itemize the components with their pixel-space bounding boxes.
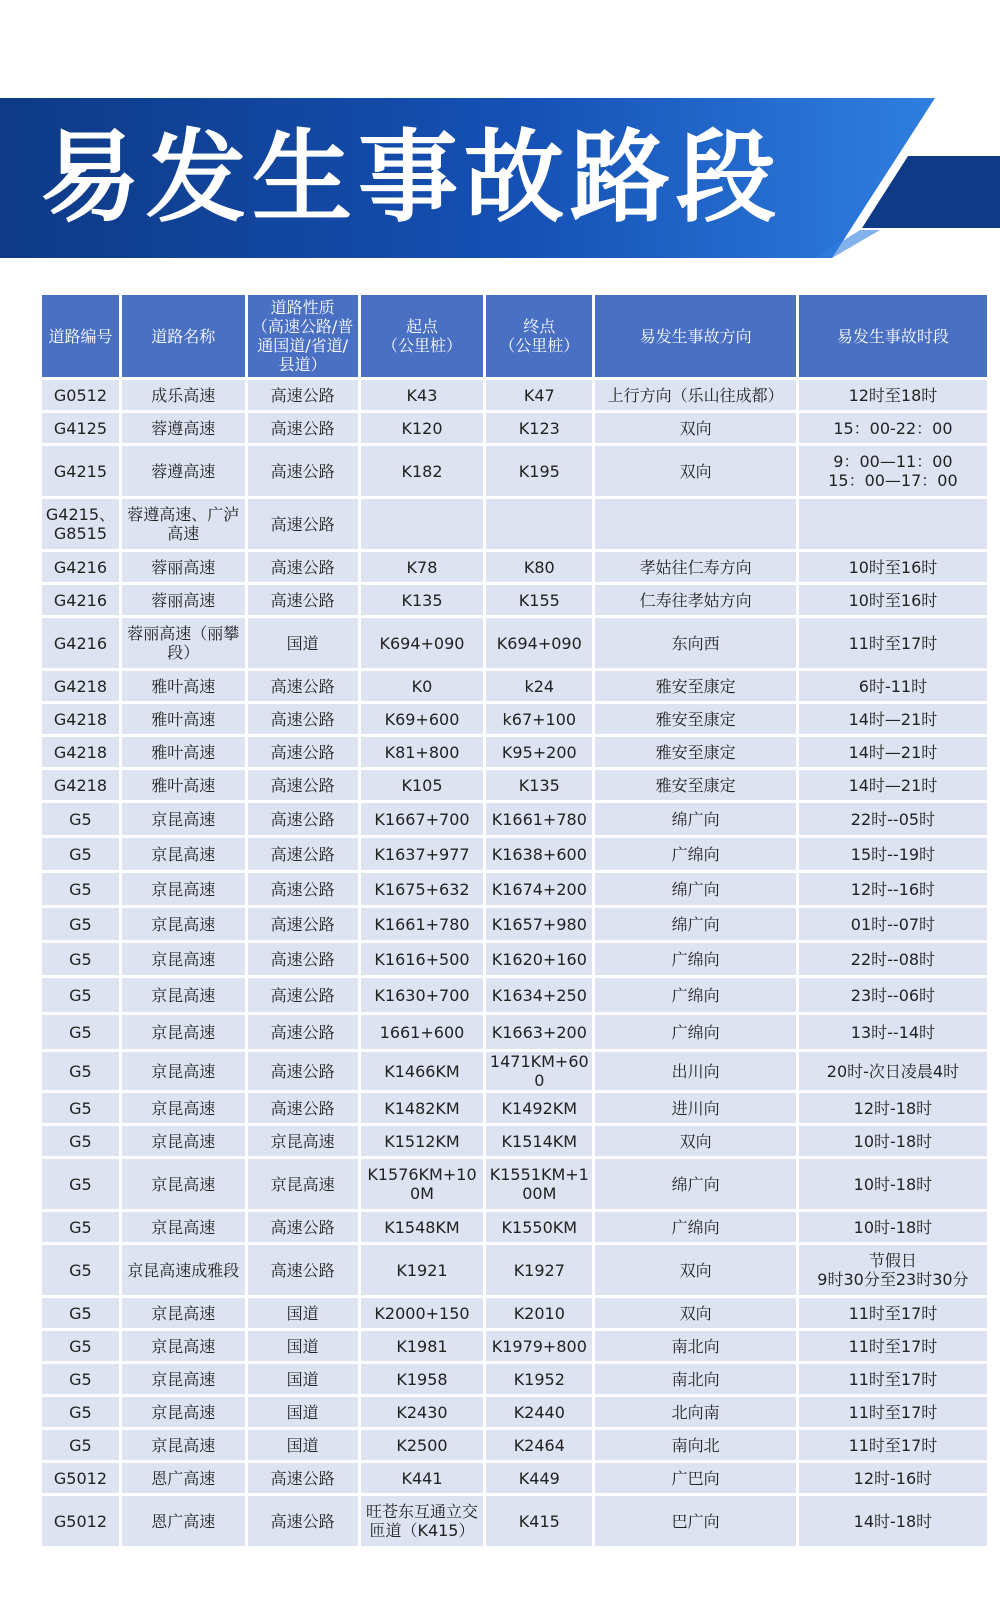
- cell-end-stake: K1550KM: [486, 1212, 592, 1242]
- cell-road-code: G0512: [42, 380, 119, 410]
- table-row: [42, 908, 987, 940]
- cell-accident-time: 11时至17时: [799, 1430, 987, 1460]
- table-row: [42, 978, 987, 1012]
- cell-start-stake: K182: [361, 446, 484, 496]
- cell-road-code: G4218: [42, 671, 119, 701]
- cell-end-stake: K694+090: [486, 618, 592, 668]
- cell-road-type: 高速公路: [248, 1093, 358, 1123]
- cell-start-stake: K441: [361, 1463, 484, 1493]
- cell-road-name: 恩广高速: [122, 1463, 245, 1493]
- table-row: [42, 1496, 987, 1546]
- cell-accident-time: 11时至17时: [799, 1331, 987, 1361]
- cell-road-type: 国道: [248, 1364, 358, 1394]
- cell-road-name: 蓉遵高速: [122, 446, 245, 496]
- cell-accident-time: 12时至18时: [799, 380, 987, 410]
- table-row: [42, 671, 987, 701]
- cell-start-stake: K2500: [361, 1430, 484, 1460]
- cell-start-stake: K1661+780: [361, 908, 484, 940]
- cell-accident-direction: 广绵向: [595, 838, 796, 870]
- cell-road-name: 京昆高速: [122, 908, 245, 940]
- cell-accident-time: 12时-16时: [799, 1463, 987, 1493]
- cell-accident-direction: 巴广向: [595, 1496, 796, 1546]
- cell-start-stake: K1482KM: [361, 1093, 484, 1123]
- cell-road-type: 京昆高速: [248, 1159, 358, 1209]
- cell-accident-direction: 孝姑往仁寿方向: [595, 552, 796, 582]
- cell-end-stake: K80: [486, 552, 592, 582]
- cell-accident-direction: 绵广向: [595, 908, 796, 940]
- cell-road-type: 高速公路: [248, 737, 358, 767]
- cell-road-type: 高速公路: [248, 1052, 358, 1090]
- cell-road-name: 京昆高速: [122, 1052, 245, 1090]
- cell-end-stake: K123: [486, 413, 592, 443]
- cell-accident-direction: 双向: [595, 413, 796, 443]
- cell-accident-time: 22时--08时: [799, 943, 987, 975]
- cell-end-stake: [486, 499, 592, 549]
- cell-road-name: 雅叶高速: [122, 671, 245, 701]
- cell-road-code: G5: [42, 908, 119, 940]
- cell-road-name: 蓉丽高速: [122, 552, 245, 582]
- cell-road-name: 京昆高速: [122, 838, 245, 870]
- cell-road-type: 高速公路: [248, 1245, 358, 1295]
- table-body: [42, 380, 987, 1546]
- cell-accident-direction: 雅安至康定: [595, 704, 796, 734]
- cell-road-name: 京昆高速: [122, 1364, 245, 1394]
- table-row: [42, 770, 987, 800]
- cell-road-name: 雅叶高速: [122, 704, 245, 734]
- table-row: [42, 499, 987, 549]
- cell-road-name: 蓉遵高速、广泸高速: [122, 499, 245, 549]
- cell-start-stake: K69+600: [361, 704, 484, 734]
- cell-end-stake: K1979+800: [486, 1331, 592, 1361]
- cell-road-code: G4125: [42, 413, 119, 443]
- cell-accident-direction: 双向: [595, 1298, 796, 1328]
- cell-accident-time: 10时-18时: [799, 1126, 987, 1156]
- table-row: [42, 704, 987, 734]
- column-header-end-stake: 终点 （公里桩）: [486, 295, 592, 377]
- cell-end-stake: K1638+600: [486, 838, 592, 870]
- cell-accident-time: 11时至17时: [799, 618, 987, 668]
- cell-road-type: 高速公路: [248, 1212, 358, 1242]
- table-row: [42, 413, 987, 443]
- table-row: [42, 1463, 987, 1493]
- cell-accident-time: 9：00—11：00 15：00—17：00: [799, 446, 987, 496]
- column-header-start-stake: 起点 （公里桩）: [361, 295, 484, 377]
- cell-accident-direction: 广绵向: [595, 978, 796, 1012]
- cell-accident-time: 14时-18时: [799, 1496, 987, 1546]
- cell-accident-time: 14时—21时: [799, 737, 987, 767]
- cell-accident-direction: 上行方向（乐山往成都）: [595, 380, 796, 410]
- cell-start-stake: K694+090: [361, 618, 484, 668]
- cell-end-stake: K1514KM: [486, 1126, 592, 1156]
- cell-road-name: 京昆高速: [122, 1298, 245, 1328]
- cell-accident-time: 10时-18时: [799, 1159, 987, 1209]
- table-row: [42, 552, 987, 582]
- cell-road-type: 高速公路: [248, 1463, 358, 1493]
- cell-road-code: G4218: [42, 704, 119, 734]
- table-row: [42, 585, 987, 615]
- cell-end-stake: K1657+980: [486, 908, 592, 940]
- cell-accident-time: 12时--16时: [799, 873, 987, 905]
- cell-accident-direction: 雅安至康定: [595, 737, 796, 767]
- cell-road-code: G5: [42, 873, 119, 905]
- table-row: [42, 838, 987, 870]
- column-header-road-type: 道路性质 （高速公路/普通国道/省道/县道）: [248, 295, 358, 377]
- cell-accident-time: 6时-11时: [799, 671, 987, 701]
- cell-accident-time: 13时--14时: [799, 1015, 987, 1049]
- cell-start-stake: K1630+700: [361, 978, 484, 1012]
- table-row: [42, 1298, 987, 1328]
- cell-accident-direction: 绵广向: [595, 803, 796, 835]
- cell-road-code: G4215、G8515: [42, 499, 119, 549]
- cell-road-type: 高速公路: [248, 943, 358, 975]
- column-header-road-name: 道路名称: [122, 295, 245, 377]
- cell-end-stake: K1492KM: [486, 1093, 592, 1123]
- cell-end-stake: K95+200: [486, 737, 592, 767]
- cell-road-type: 国道: [248, 1430, 358, 1460]
- cell-start-stake: K105: [361, 770, 484, 800]
- cell-start-stake: K43: [361, 380, 484, 410]
- cell-accident-direction: 南向北: [595, 1430, 796, 1460]
- cell-road-name: 京昆高速: [122, 1331, 245, 1361]
- cell-end-stake: K1663+200: [486, 1015, 592, 1049]
- cell-road-type: 高速公路: [248, 552, 358, 582]
- cell-end-stake: K2464: [486, 1430, 592, 1460]
- cell-start-stake: K2000+150: [361, 1298, 484, 1328]
- table-row: [42, 1331, 987, 1361]
- cell-end-stake: K1952: [486, 1364, 592, 1394]
- cell-accident-direction: 南北向: [595, 1331, 796, 1361]
- cell-end-stake: K2440: [486, 1397, 592, 1427]
- table-row: [42, 446, 987, 496]
- cell-road-type: 高速公路: [248, 499, 358, 549]
- cell-road-type: 京昆高速: [248, 1126, 358, 1156]
- cell-road-code: G5: [42, 1331, 119, 1361]
- cell-end-stake: K1661+780: [486, 803, 592, 835]
- cell-road-name: 京昆高速: [122, 1015, 245, 1049]
- cell-road-type: 高速公路: [248, 585, 358, 615]
- cell-end-stake: K135: [486, 770, 592, 800]
- cell-accident-time: 22时--05时: [799, 803, 987, 835]
- cell-accident-direction: 北向南: [595, 1397, 796, 1427]
- table-row: [42, 1159, 987, 1209]
- table-row: [42, 1212, 987, 1242]
- cell-road-type: 国道: [248, 618, 358, 668]
- cell-road-code: G4216: [42, 618, 119, 668]
- cell-start-stake: K1548KM: [361, 1212, 484, 1242]
- cell-accident-direction: 进川向: [595, 1093, 796, 1123]
- cell-accident-direction: 出川向: [595, 1052, 796, 1090]
- cell-end-stake: K1927: [486, 1245, 592, 1295]
- cell-accident-direction: 双向: [595, 1245, 796, 1295]
- cell-road-name: 京昆高速: [122, 1159, 245, 1209]
- cell-accident-time: 10时-18时: [799, 1212, 987, 1242]
- cell-road-name: 京昆高速: [122, 1212, 245, 1242]
- table-row: [42, 1397, 987, 1427]
- cell-accident-time: 01时--07时: [799, 908, 987, 940]
- cell-road-name: 京昆高速成雅段: [122, 1245, 245, 1295]
- cell-road-name: 雅叶高速: [122, 737, 245, 767]
- table-header: [42, 295, 987, 377]
- cell-start-stake: K1675+632: [361, 873, 484, 905]
- cell-road-code: G5012: [42, 1496, 119, 1546]
- cell-road-code: G5: [42, 943, 119, 975]
- cell-start-stake: K1512KM: [361, 1126, 484, 1156]
- cell-road-name: 蓉丽高速（丽攀段）: [122, 618, 245, 668]
- cell-road-name: 京昆高速: [122, 873, 245, 905]
- cell-road-name: 京昆高速: [122, 803, 245, 835]
- cell-start-stake: K120: [361, 413, 484, 443]
- cell-end-stake: K195: [486, 446, 592, 496]
- table-row: [42, 1364, 987, 1394]
- cell-accident-time: 10时至16时: [799, 585, 987, 615]
- cell-start-stake: 旺苍东互通立交匝道（K415）: [361, 1496, 484, 1546]
- cell-accident-time: 14时—21时: [799, 704, 987, 734]
- cell-road-code: G5: [42, 1212, 119, 1242]
- cell-start-stake: K1466KM: [361, 1052, 484, 1090]
- cell-accident-time: [799, 499, 987, 549]
- cell-road-code: G5: [42, 1015, 119, 1049]
- cell-road-code: G5: [42, 1159, 119, 1209]
- cell-accident-direction: [595, 499, 796, 549]
- table-row: [42, 1052, 987, 1090]
- cell-accident-time: 11时至17时: [799, 1298, 987, 1328]
- cell-end-stake: K449: [486, 1463, 592, 1493]
- accident-road-table-container: [42, 292, 990, 1549]
- cell-road-name: 京昆高速: [122, 1397, 245, 1427]
- cell-accident-time: 11时至17时: [799, 1397, 987, 1427]
- cell-end-stake: K1634+250: [486, 978, 592, 1012]
- cell-accident-direction: 双向: [595, 1126, 796, 1156]
- table-row: [42, 737, 987, 767]
- cell-start-stake: K1576KM+100M: [361, 1159, 484, 1209]
- cell-accident-direction: 广绵向: [595, 1015, 796, 1049]
- cell-end-stake: K1551KM+100M: [486, 1159, 592, 1209]
- cell-road-code: G4215: [42, 446, 119, 496]
- cell-road-type: 高速公路: [248, 446, 358, 496]
- cell-road-code: G5: [42, 1126, 119, 1156]
- cell-start-stake: K1958: [361, 1364, 484, 1394]
- cell-accident-direction: 绵广向: [595, 1159, 796, 1209]
- cell-road-type: 高速公路: [248, 838, 358, 870]
- cell-accident-direction: 雅安至康定: [595, 671, 796, 701]
- cell-accident-time: 节假日 9时30分至23时30分: [799, 1245, 987, 1295]
- cell-accident-time: 11时至17时: [799, 1364, 987, 1394]
- cell-accident-time: 15时--19时: [799, 838, 987, 870]
- cell-accident-time: 15：00-22：00: [799, 413, 987, 443]
- cell-road-type: 高速公路: [248, 1496, 358, 1546]
- accident-road-table: [39, 292, 990, 1549]
- cell-accident-direction: 东向西: [595, 618, 796, 668]
- cell-road-type: 高速公路: [248, 873, 358, 905]
- cell-end-stake: K47: [486, 380, 592, 410]
- cell-accident-time: 12时-18时: [799, 1093, 987, 1123]
- cell-road-name: 恩广高速: [122, 1496, 245, 1546]
- cell-start-stake: K78: [361, 552, 484, 582]
- cell-start-stake: K1921: [361, 1245, 484, 1295]
- cell-road-name: 京昆高速: [122, 1430, 245, 1460]
- cell-road-code: G5: [42, 978, 119, 1012]
- cell-road-type: 国道: [248, 1298, 358, 1328]
- cell-road-code: G4218: [42, 737, 119, 767]
- cell-road-name: 蓉遵高速: [122, 413, 245, 443]
- cell-road-name: 成乐高速: [122, 380, 245, 410]
- cell-road-type: 国道: [248, 1397, 358, 1427]
- cell-road-code: G5: [42, 1397, 119, 1427]
- cell-start-stake: K2430: [361, 1397, 484, 1427]
- cell-end-stake: K1674+200: [486, 873, 592, 905]
- table-row: [42, 1093, 987, 1123]
- column-header-road-code: 道路编号: [42, 295, 119, 377]
- cell-start-stake: K0: [361, 671, 484, 701]
- cell-road-type: 高速公路: [248, 1015, 358, 1049]
- cell-road-type: 高速公路: [248, 413, 358, 443]
- cell-road-type: 高速公路: [248, 770, 358, 800]
- cell-road-type: 高速公路: [248, 671, 358, 701]
- table-row: [42, 1015, 987, 1049]
- cell-end-stake: K415: [486, 1496, 592, 1546]
- cell-road-code: G5: [42, 1052, 119, 1090]
- column-header-accident-direction: 易发生事故方向: [595, 295, 796, 377]
- cell-road-type: 高速公路: [248, 380, 358, 410]
- cell-road-code: G5: [42, 1364, 119, 1394]
- cell-accident-direction: 双向: [595, 446, 796, 496]
- cell-accident-direction: 广绵向: [595, 943, 796, 975]
- cell-start-stake: 1661+600: [361, 1015, 484, 1049]
- cell-start-stake: K135: [361, 585, 484, 615]
- cell-start-stake: K1637+977: [361, 838, 484, 870]
- table-row: [42, 380, 987, 410]
- cell-start-stake: [361, 499, 484, 549]
- cell-accident-direction: 雅安至康定: [595, 770, 796, 800]
- table-row: [42, 1430, 987, 1460]
- table-row: [42, 1245, 987, 1295]
- cell-end-stake: K1620+160: [486, 943, 592, 975]
- table-row: [42, 943, 987, 975]
- cell-road-name: 京昆高速: [122, 943, 245, 975]
- cell-road-type: 高速公路: [248, 908, 358, 940]
- cell-start-stake: K81+800: [361, 737, 484, 767]
- cell-accident-direction: 仁寿往孝姑方向: [595, 585, 796, 615]
- cell-road-type: 高速公路: [248, 803, 358, 835]
- cell-road-type: 高速公路: [248, 978, 358, 1012]
- cell-road-code: G4216: [42, 585, 119, 615]
- cell-road-type: 高速公路: [248, 704, 358, 734]
- cell-end-stake: K155: [486, 585, 592, 615]
- cell-end-stake: k24: [486, 671, 592, 701]
- cell-start-stake: K1616+500: [361, 943, 484, 975]
- column-header-accident-time: 易发生事故时段: [799, 295, 987, 377]
- cell-accident-direction: 南北向: [595, 1364, 796, 1394]
- cell-accident-direction: 绵广向: [595, 873, 796, 905]
- cell-road-code: G5: [42, 1245, 119, 1295]
- cell-road-code: G5: [42, 1298, 119, 1328]
- cell-accident-time: 14时—21时: [799, 770, 987, 800]
- table-row: [42, 873, 987, 905]
- cell-end-stake: k67+100: [486, 704, 592, 734]
- cell-road-name: 京昆高速: [122, 1126, 245, 1156]
- page-title: 易发生事故路段: [40, 119, 782, 236]
- cell-road-type: 国道: [248, 1331, 358, 1361]
- cell-road-name: 京昆高速: [122, 978, 245, 1012]
- cell-road-name: 雅叶高速: [122, 770, 245, 800]
- cell-road-code: G5012: [42, 1463, 119, 1493]
- cell-road-code: G5: [42, 1430, 119, 1460]
- cell-road-name: 蓉丽高速: [122, 585, 245, 615]
- cell-road-code: G5: [42, 803, 119, 835]
- cell-accident-time: 10时至16时: [799, 552, 987, 582]
- cell-accident-time: 20时-次日凌晨4时: [799, 1052, 987, 1090]
- cell-road-name: 京昆高速: [122, 1093, 245, 1123]
- cell-start-stake: K1667+700: [361, 803, 484, 835]
- cell-accident-direction: 广绵向: [595, 1212, 796, 1242]
- cell-end-stake: K2010: [486, 1298, 592, 1328]
- cell-road-code: G4218: [42, 770, 119, 800]
- cell-road-code: G5: [42, 1093, 119, 1123]
- table-row: [42, 618, 987, 668]
- cell-start-stake: K1981: [361, 1331, 484, 1361]
- cell-accident-direction: 广巴向: [595, 1463, 796, 1493]
- cell-road-code: G5: [42, 838, 119, 870]
- cell-road-code: G4216: [42, 552, 119, 582]
- cell-end-stake: 1471KM+600: [486, 1052, 592, 1090]
- table-row: [42, 1126, 987, 1156]
- table-row: [42, 803, 987, 835]
- cell-accident-time: 23时--06时: [799, 978, 987, 1012]
